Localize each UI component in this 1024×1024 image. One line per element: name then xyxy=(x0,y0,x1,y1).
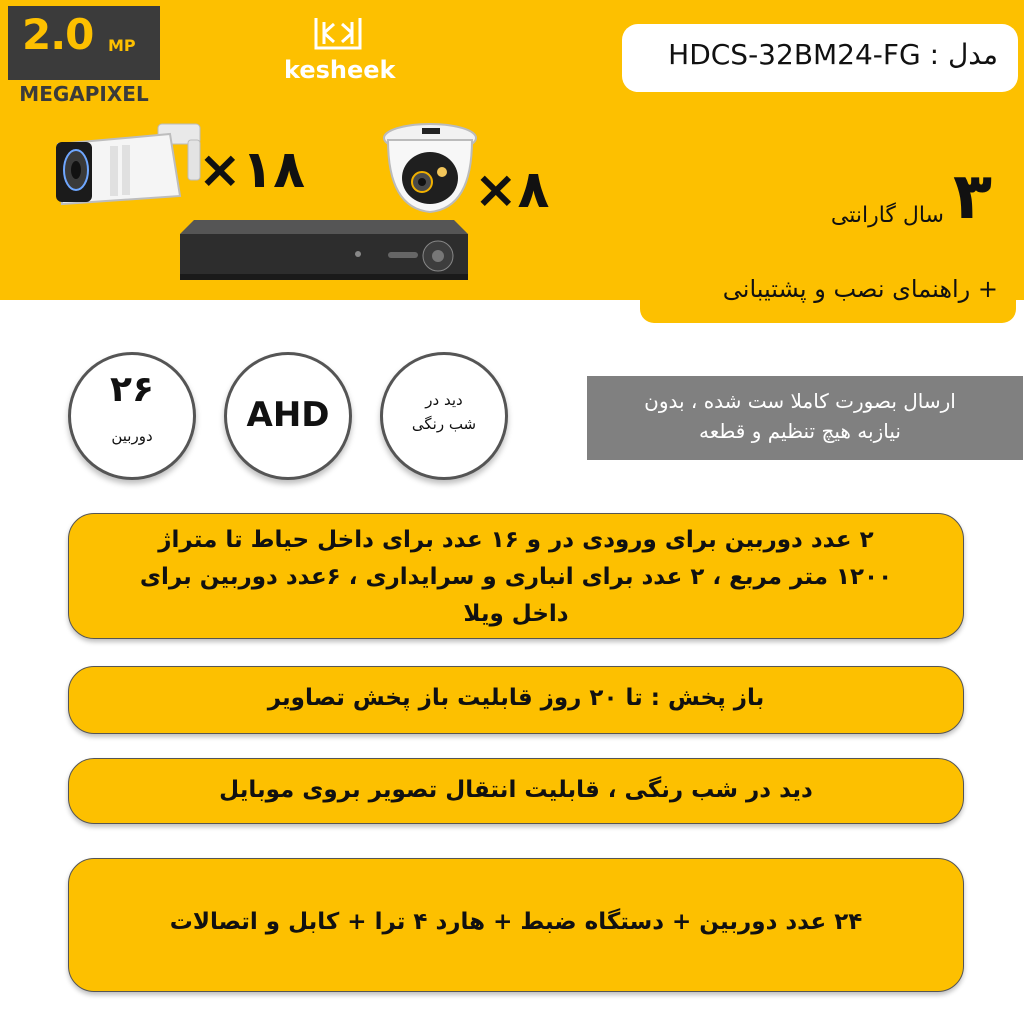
warranty-years: ۳ xyxy=(953,160,993,234)
brand-name: kesheek xyxy=(284,56,396,84)
model-text: مدل : HDCS-32BM24-FG xyxy=(668,38,998,71)
camera-count-value: ۲۶ xyxy=(110,369,154,410)
model-box xyxy=(622,24,1018,92)
megapixel-label: MEGAPIXEL xyxy=(19,82,149,106)
dome-camera-icon xyxy=(380,116,480,216)
install-guide-badge xyxy=(640,259,1016,323)
bullet-camera-icon xyxy=(50,118,210,210)
coverage-box xyxy=(68,513,964,639)
camera-count-label: دوربین xyxy=(111,427,153,445)
night-color-line1: دید در xyxy=(425,391,463,409)
shipping-line1: ارسال بصورت کاملا ست شده ، بدون xyxy=(644,389,956,413)
megapixel-badge xyxy=(8,6,160,80)
camera-count-circle xyxy=(68,352,196,480)
coverage-line1: ۲ عدد دوربین برای ورودی در و ۱۶ عدد برای داخل حیاط تا متراژ xyxy=(158,527,874,553)
bullet-quantity: ×۱۸ xyxy=(198,140,306,200)
install-guide-text: + راهنمای نصب و پشتیبانی xyxy=(722,275,998,303)
megapixel-value: 2.0 xyxy=(22,10,94,59)
playback-box xyxy=(68,666,964,734)
megapixel-unit: MP xyxy=(108,36,136,55)
night-color-circle xyxy=(380,352,508,480)
warranty-label: سال گارانتی xyxy=(830,203,944,228)
shipping-line2: نیازبه هیچ تنظیم و قطعه xyxy=(699,419,901,443)
coverage-line3: داخل ویلا xyxy=(463,601,569,627)
coverage-line2: ۱۲۰۰ متر مربع ، ۲ عدد برای انباری و سرایداری ، ۶عدد دوربین برای xyxy=(139,564,893,590)
playback-text: باز پخش : تا ۲۰ روز قابلیت باز پخش تصاویر xyxy=(267,685,765,711)
dome-quantity: ×۸ xyxy=(474,160,550,220)
package-text: ۲۴ عدد دوربین + دستگاه ضبط + هارد ۴ ترا + کابل و اتصالات xyxy=(169,909,863,935)
night-mobile-text: دید در شب رنگی ، قابلیت انتقال تصویر بروی موبایل xyxy=(219,777,813,803)
shipping-note xyxy=(587,376,1023,460)
kesheek-logo-icon xyxy=(312,14,364,52)
night-color-line2: شب رنگی xyxy=(411,415,477,433)
dvr-recorder-icon xyxy=(176,216,472,282)
ahd-circle xyxy=(224,352,352,480)
ahd-label: AHD xyxy=(246,395,330,435)
night-mobile-box xyxy=(68,758,964,824)
package-box xyxy=(68,858,964,992)
